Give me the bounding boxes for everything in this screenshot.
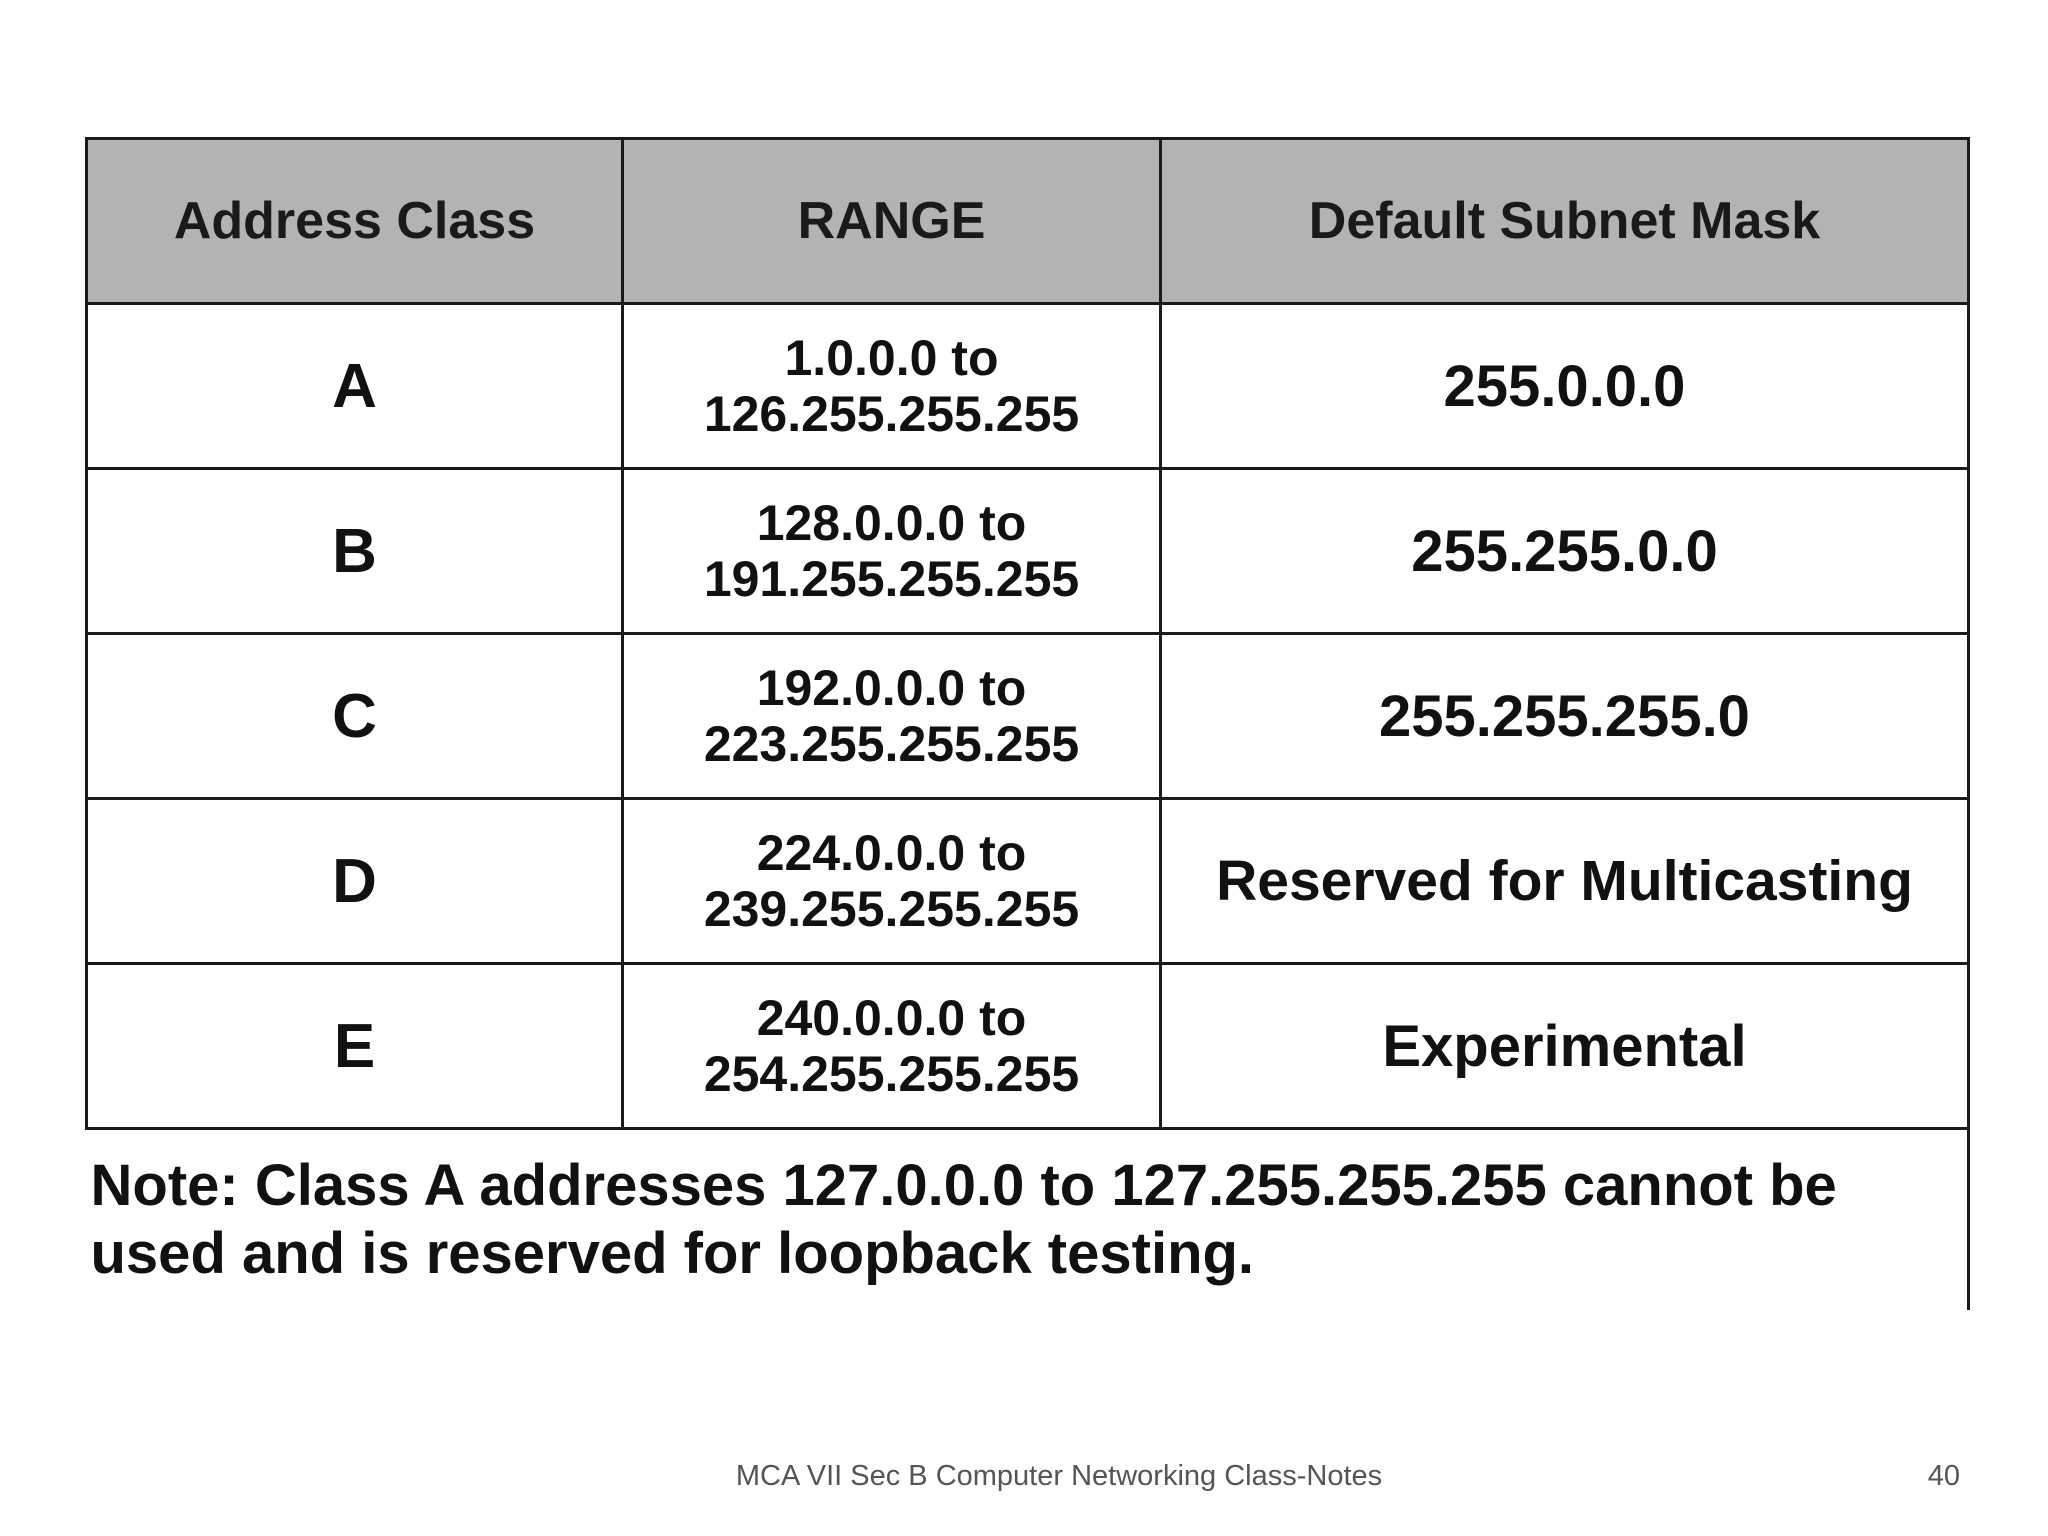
- range-cell: [623, 964, 1161, 1129]
- table-row: [87, 634, 1969, 799]
- range-start: 240.0.0.0 to: [756, 990, 1027, 1046]
- header-address-class: Address Class: [87, 139, 623, 304]
- class-cell: D: [87, 799, 623, 964]
- table-header-row: [87, 139, 1969, 304]
- slide-footer: MCA VII Sec B Computer Networking Class-Notes: [735, 1460, 1383, 1492]
- loopback-note: Note: Class A addresses 127.0.0.0 to 127.255.255.255 cannot be used and is reserved for loopback testing.: [87, 1129, 1969, 1311]
- range-cell: [623, 634, 1161, 799]
- range-end: 254.255.255.255: [703, 1046, 1080, 1102]
- ip-address-class-table: [85, 137, 1970, 1310]
- class-cell: B: [87, 469, 623, 634]
- range-start: 128.0.0.0 to: [756, 495, 1027, 551]
- range-end: 126.255.255.255: [703, 386, 1080, 442]
- range-start: 1.0.0.0 to: [784, 330, 999, 386]
- range-end: 223.255.255.255: [703, 716, 1080, 772]
- subnet-mask-cell: Reserved for Multicasting: [1161, 799, 1969, 964]
- header-range: RANGE: [623, 139, 1161, 304]
- range-start: 224.0.0.0 to: [756, 825, 1027, 881]
- range-start: 192.0.0.0 to: [756, 660, 1027, 716]
- table-row: [87, 304, 1969, 469]
- subnet-mask-cell: 255.255.0.0: [1161, 469, 1969, 634]
- page-number: 40: [1927, 1460, 1960, 1492]
- class-cell: E: [87, 964, 623, 1129]
- class-cell: A: [87, 304, 623, 469]
- table-row: [87, 964, 1969, 1129]
- table-row: [87, 469, 1969, 634]
- class-cell: C: [87, 634, 623, 799]
- range-cell: [623, 469, 1161, 634]
- subnet-mask-cell: 255.255.255.0: [1161, 634, 1969, 799]
- range-end: 239.255.255.255: [703, 881, 1080, 937]
- range-end: 191.255.255.255: [703, 551, 1080, 607]
- note-row: [87, 1129, 1969, 1311]
- subnet-mask-cell: 255.0.0.0: [1161, 304, 1969, 469]
- range-cell: [623, 304, 1161, 469]
- header-default-subnet-mask: Default Subnet Mask: [1161, 139, 1969, 304]
- subnet-mask-cell: Experimental: [1161, 964, 1969, 1129]
- table-row: [87, 799, 1969, 964]
- range-cell: [623, 799, 1161, 964]
